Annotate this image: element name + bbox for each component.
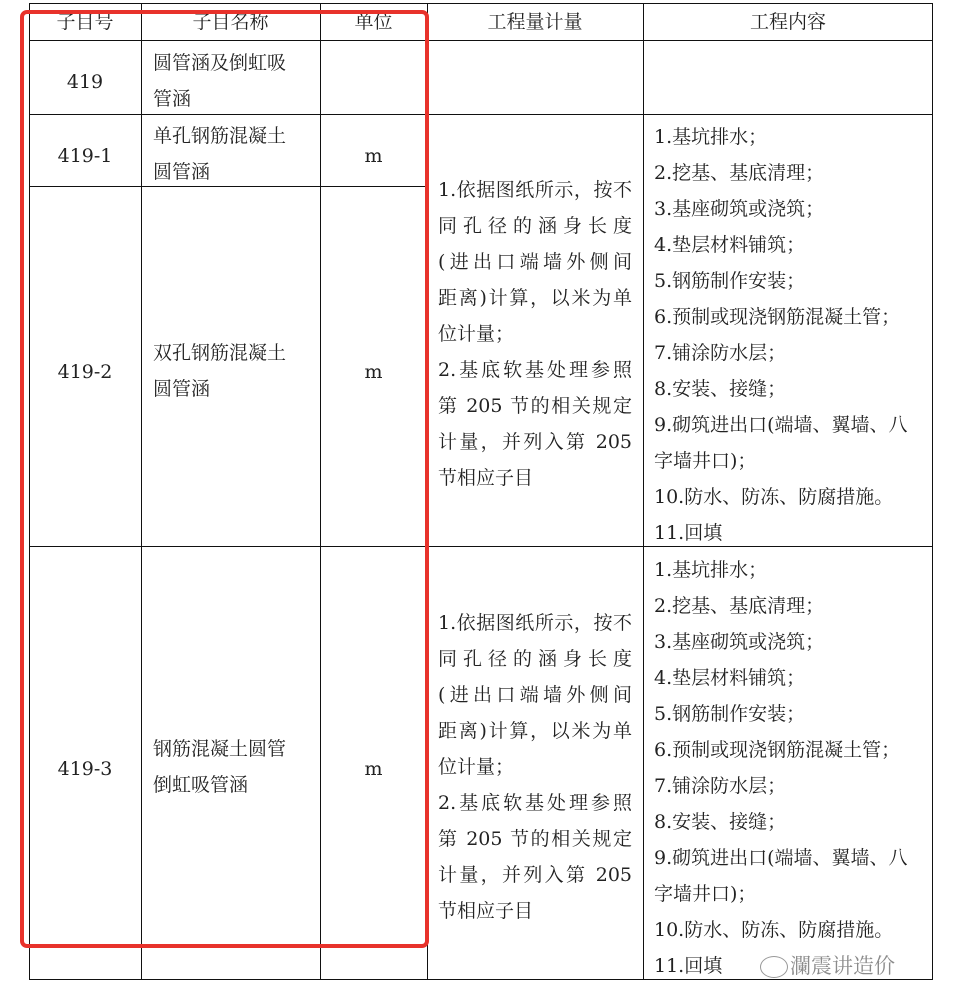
content-block: [654, 119, 908, 551]
wechat-icon: [760, 956, 788, 978]
text-line: 4.垫层材料铺筑；: [654, 667, 806, 689]
text-line: 第 205 节的相关规定: [438, 395, 632, 417]
text-line: 8.安装、接缝；: [654, 378, 787, 400]
text-line: 字墙井口)；: [654, 450, 757, 472]
row-unit: m: [364, 758, 383, 780]
name-line: 圆管涵: [153, 161, 211, 183]
text-line: 4.垫层材料铺筑；: [654, 234, 806, 256]
text-line: (进出口端墙外侧间: [438, 251, 632, 273]
text-line: 位计量；: [438, 323, 515, 345]
text-line: 9.砌筑进出口(端墙、翼墙、八: [654, 414, 908, 436]
header-unit: 单位: [354, 11, 393, 33]
text-line: 3.基座砌筑或浇筑；: [654, 198, 825, 220]
header-content: 工程内容: [749, 11, 826, 33]
name-line: 双孔钢筋混凝土: [153, 342, 287, 364]
text-line: 2.挖基、基底清理；: [654, 595, 825, 617]
text-line: 1.基坑排水；: [654, 559, 768, 581]
text-line: 2.基底软基处理参照: [438, 359, 632, 381]
text-line: 5.钢筋制作安装；: [654, 270, 806, 292]
text-line: 距离)计算，以米为单: [438, 720, 632, 742]
row-code: 419: [66, 71, 104, 93]
header-name: 子目名称: [192, 11, 269, 33]
header-code: 子目号: [56, 11, 114, 33]
text-line: 1.基坑排水；: [654, 126, 768, 148]
text-line: 节相应子目: [438, 900, 534, 922]
name-line: 圆管涵及倒虹吸: [153, 52, 287, 74]
watermark: 瀾震讲造价: [790, 954, 895, 978]
text-line: 计量，并列入第 205: [438, 431, 632, 453]
text-line: (进出口端墙外侧间: [438, 684, 632, 706]
measurement-block: [438, 172, 632, 496]
text-line: 2.基底软基处理参照: [438, 792, 632, 814]
measurement-block: [438, 605, 632, 929]
text-line: 8.安装、接缝；: [654, 811, 787, 833]
text-line: 位计量；: [438, 756, 515, 778]
text-line: 5.钢筋制作安装；: [654, 703, 806, 725]
text-line: 6.预制或现浇钢筋混凝土管；: [654, 306, 901, 328]
row-code: 419-1: [57, 145, 113, 167]
highlight-box: [20, 10, 429, 948]
text-line: 1.依据图纸所示，按不: [438, 612, 632, 634]
text-line: 第 205 节的相关规定: [438, 828, 632, 850]
row-code: 419-3: [57, 758, 113, 780]
text-line: 11.回填: [654, 522, 723, 544]
row-code: 419-2: [57, 361, 113, 383]
name-line: 管涵: [153, 88, 192, 110]
header-measurement: 工程量计量: [487, 11, 583, 33]
text-line: 10.防水、防冻、防腐措施。: [654, 486, 894, 508]
name-line: 钢筋混凝土圆管: [153, 738, 287, 760]
text-line: 7.铺涂防水层；: [654, 775, 787, 797]
text-line: 3.基座砌筑或浇筑；: [654, 631, 825, 653]
name-line: 圆管涵: [153, 378, 211, 400]
row-unit: m: [364, 361, 383, 383]
text-line: 字墙井口)；: [654, 883, 757, 905]
text-line: 9.砌筑进出口(端墙、翼墙、八: [654, 847, 908, 869]
text-line: 7.铺涂防水层；: [654, 342, 787, 364]
text-line: 距离)计算，以米为单: [438, 287, 632, 309]
text-line: 同孔径的涵身长度: [438, 648, 632, 670]
text-line: 6.预制或现浇钢筋混凝土管；: [654, 739, 901, 761]
name-line: 单孔钢筋混凝土: [153, 125, 287, 147]
text-line: 10.防水、防冻、防腐措施。: [654, 919, 894, 941]
text-line: 计量，并列入第 205: [438, 864, 632, 886]
text-line: 2.挖基、基底清理；: [654, 162, 825, 184]
row-unit: m: [364, 145, 383, 167]
text-line: 1.依据图纸所示，按不: [438, 179, 632, 201]
text-line: 节相应子目: [438, 467, 534, 489]
text-line: 11.回填: [654, 955, 723, 977]
name-line: 倒虹吸管涵: [153, 774, 249, 796]
content-block: [654, 552, 908, 984]
text-line: 同孔径的涵身长度: [438, 215, 632, 237]
